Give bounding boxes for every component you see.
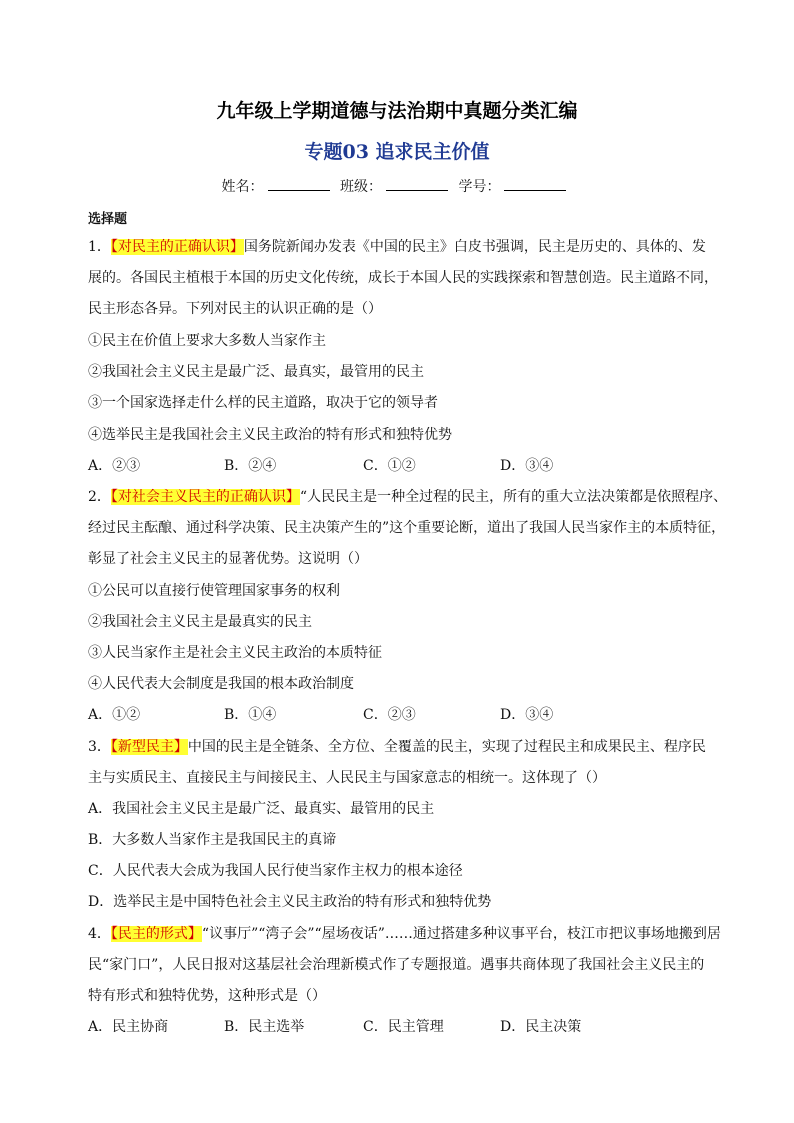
question-4-line-2: 民“家门口”，人民日报对这基层社会治理新模式作了专题报道。遇事共商体现了我国社会主义民主的	[88, 957, 705, 973]
question-2-line-3: 彰显了社会主义民主的显著优势。这说明（）	[88, 551, 368, 567]
question-text: “议事厅”“湾子会”“屋场夜话”……通过搭建多种议事平台，枝江市把议事场地搬到居	[201, 926, 721, 942]
question-1-line-1	[88, 237, 728, 257]
question-1-line-2: 展的。各国民主植根于本国的历史文化传统，成长于本国人民的实践探索和智慧创造。民主道路不同，	[88, 270, 718, 286]
option-d: D．③④	[500, 458, 554, 474]
question-number: 2．	[88, 489, 111, 505]
option-d: D．③④	[500, 707, 554, 723]
question-text: 国务院新闻办发表《中国的民主》白皮书强调，民主是历史的、具体的、发	[243, 239, 706, 255]
question-text: “人民民主是一种全过程的民主，所有的重大立法决策都是依照程序、	[299, 489, 728, 505]
question-number: 3．	[88, 739, 111, 755]
question-3-option-d: D．选举民主是中国特色社会主义民主政治的特有形式和独特优势	[88, 894, 492, 910]
option-b: B．①④	[224, 707, 277, 723]
name-blank	[268, 178, 330, 191]
question-1-item-1: ①民主在价值上要求大多数人当家作主	[88, 333, 326, 349]
question-4-line-3: 特有形式和独特优势，这种形式是（）	[88, 988, 326, 1004]
question-2-item-3: ③人民当家作主是社会主义民主政治的本质特征	[88, 645, 382, 661]
question-3-option-a: A．我国社会主义民主是最广泛、最真实、最管用的民主	[88, 801, 435, 817]
question-2-line-2: 经过民主酝酿、通过科学决策、民主决策产生的”这个重要论断，道出了我国人民当家作主的本质特征，	[88, 520, 726, 536]
id-blank	[504, 178, 566, 191]
option-c: C．民主管理	[363, 1019, 444, 1035]
option-a: A．民主协商	[88, 1019, 169, 1035]
student-info-row	[0, 176, 794, 196]
option-d: D．民主决策	[500, 1019, 582, 1035]
question-2-item-2: ②我国社会主义民主是最真实的民主	[88, 614, 312, 630]
option-a: A．②③	[88, 458, 141, 474]
question-3-line-1	[88, 737, 728, 757]
class-blank	[386, 178, 448, 191]
question-1-item-2: ②我国社会主义民主是最广泛、最真实，最管用的民主	[88, 364, 424, 380]
question-tag: 【新型民主】	[110, 739, 188, 755]
question-1-line-3: 民主形态各异。下列对民主的认识正确的是（）	[88, 301, 382, 317]
document-title: 九年级上学期道德与法治期中真题分类汇编	[216, 100, 578, 122]
question-1-item-3: ③一个国家选择走什么样的民主道路，取决于它的领导者	[88, 395, 438, 411]
question-1-item-4: ④选举民主是我国社会主义民主政治的特有形式和独特优势	[88, 427, 452, 443]
section-heading: 选择题	[88, 212, 128, 227]
option-b: B．②④	[224, 458, 277, 474]
option-c: C．①②	[363, 458, 416, 474]
id-label: 学号：	[458, 179, 501, 195]
question-3-option-b: B．大多数人当家作主是我国民主的真谛	[88, 832, 337, 848]
class-label: 班级：	[340, 179, 382, 195]
question-number: 4．	[88, 926, 111, 942]
option-b: B．民主选举	[224, 1019, 305, 1035]
question-4-line-1	[88, 924, 728, 944]
question-tag: 【民主的形式】	[110, 926, 202, 942]
question-tag: 【对民主的正确认识】	[110, 239, 244, 255]
question-3-line-2: 主与实质民主、直接民主与间接民主、人民民主与国家意志的相统一。这体现了（）	[88, 770, 606, 786]
name-label: 姓名：	[221, 179, 264, 195]
question-2-item-4: ④人民代表大会制度是我国的根本政治制度	[88, 676, 354, 692]
question-2-item-1: ①公民可以直接行使管理国家事务的权利	[88, 583, 340, 599]
question-text: 中国的民主是全链条、全方位、全覆盖的民主，实现了过程民主和成果民主、程序民	[187, 739, 706, 755]
option-a: A．①②	[88, 707, 141, 723]
question-tag: 【对社会主义民主的正确认识】	[110, 489, 300, 505]
document-subtitle: 专题03 追求民主价值	[304, 141, 490, 163]
question-number: 1．	[88, 239, 111, 255]
option-c: C．②③	[363, 707, 416, 723]
question-2-line-1	[88, 487, 728, 507]
question-3-option-c: C．人民代表大会成为我国人民行使当家作主权力的根本途径	[88, 863, 463, 879]
